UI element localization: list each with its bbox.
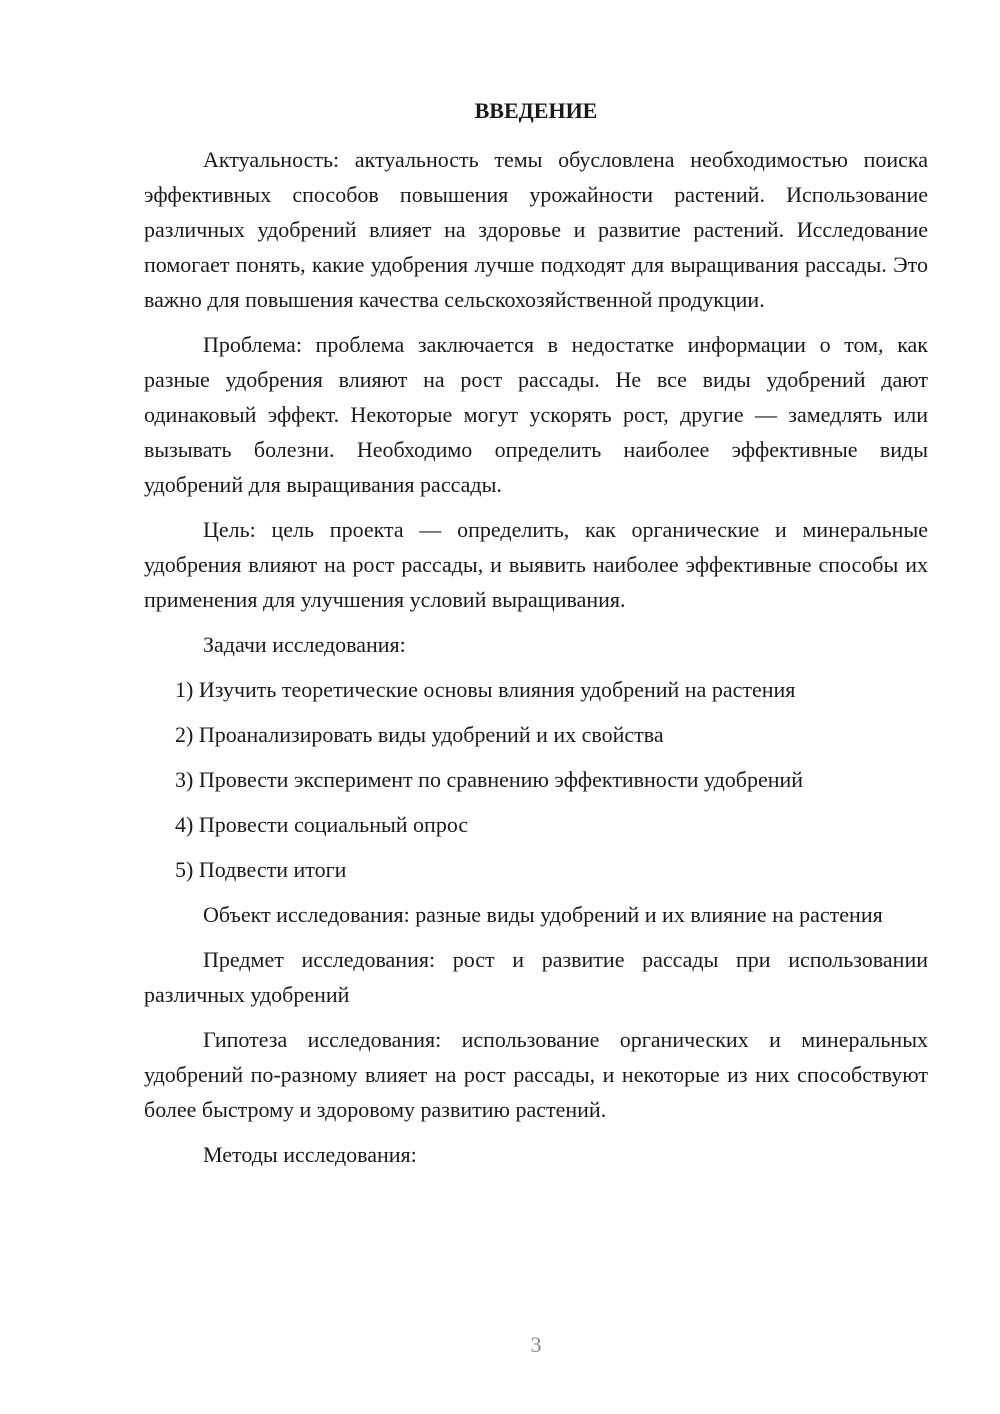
subject-paragraph: Предмет исследования: рост и развитие рассады при использовании различных удобрений — [144, 947, 928, 1007]
task-item-1: 1) Изучить теоретические основы влияния удобрений на растения — [175, 677, 796, 702]
goal-paragraph: Цель: цель проекта — определить, как органические и минеральные удобрения влияют на рост рассады, и выявить наиболее эффективные способы их применения для улучшения условий выращивания. — [144, 517, 928, 612]
task-list — [144, 672, 928, 887]
page-number: 3 — [530, 1332, 542, 1357]
task-item-2: 2) Проанализировать виды удобрений и их свойства — [175, 722, 664, 747]
document-page — [144, 96, 928, 1182]
object-paragraph: Объект исследования: разные виды удобрений и их влияние на растения — [203, 902, 883, 927]
problem-paragraph: Проблема: проблема заключается в недостатке информации о том, как разные удобрения влияют на рост рассады. Не все виды удобрений дают одинаковый эффект. Некоторые могут ускорять рост, другие — замедлять или вызывать болезни. Необходимо определить наиболее эффективные виды удобрений для выращивания рассады. — [144, 332, 928, 497]
hypothesis-paragraph: Гипотеза исследования: использование органических и минеральных удобрений по-разному влияет на рост рассады, и некоторые из них способствуют более быстрому и здоровому развитию растений. — [144, 1027, 928, 1122]
page-title: ВВЕДЕНИЕ — [474, 98, 598, 123]
tasks-heading: Задачи исследования: — [203, 632, 406, 657]
task-item-4: 4) Провести социальный опрос — [175, 812, 469, 837]
task-item-5: 5) Подвести итоги — [175, 857, 347, 882]
task-item-3: 3) Провести эксперимент по сравнению эффективности удобрений — [175, 767, 804, 792]
methods-heading: Методы исследования: — [203, 1142, 417, 1167]
relevance-paragraph: Актуальность: актуальность темы обусловлена необходимостью поиска эффективных способов повышения урожайности растений. Использование различных удобрений влияет на здоровье и развитие растений. Исследование помогает понять, какие удобрения лучше подходят для выращивания рассады. Это важно для повышения качества сельскохозяйственной продукции. — [144, 147, 928, 312]
